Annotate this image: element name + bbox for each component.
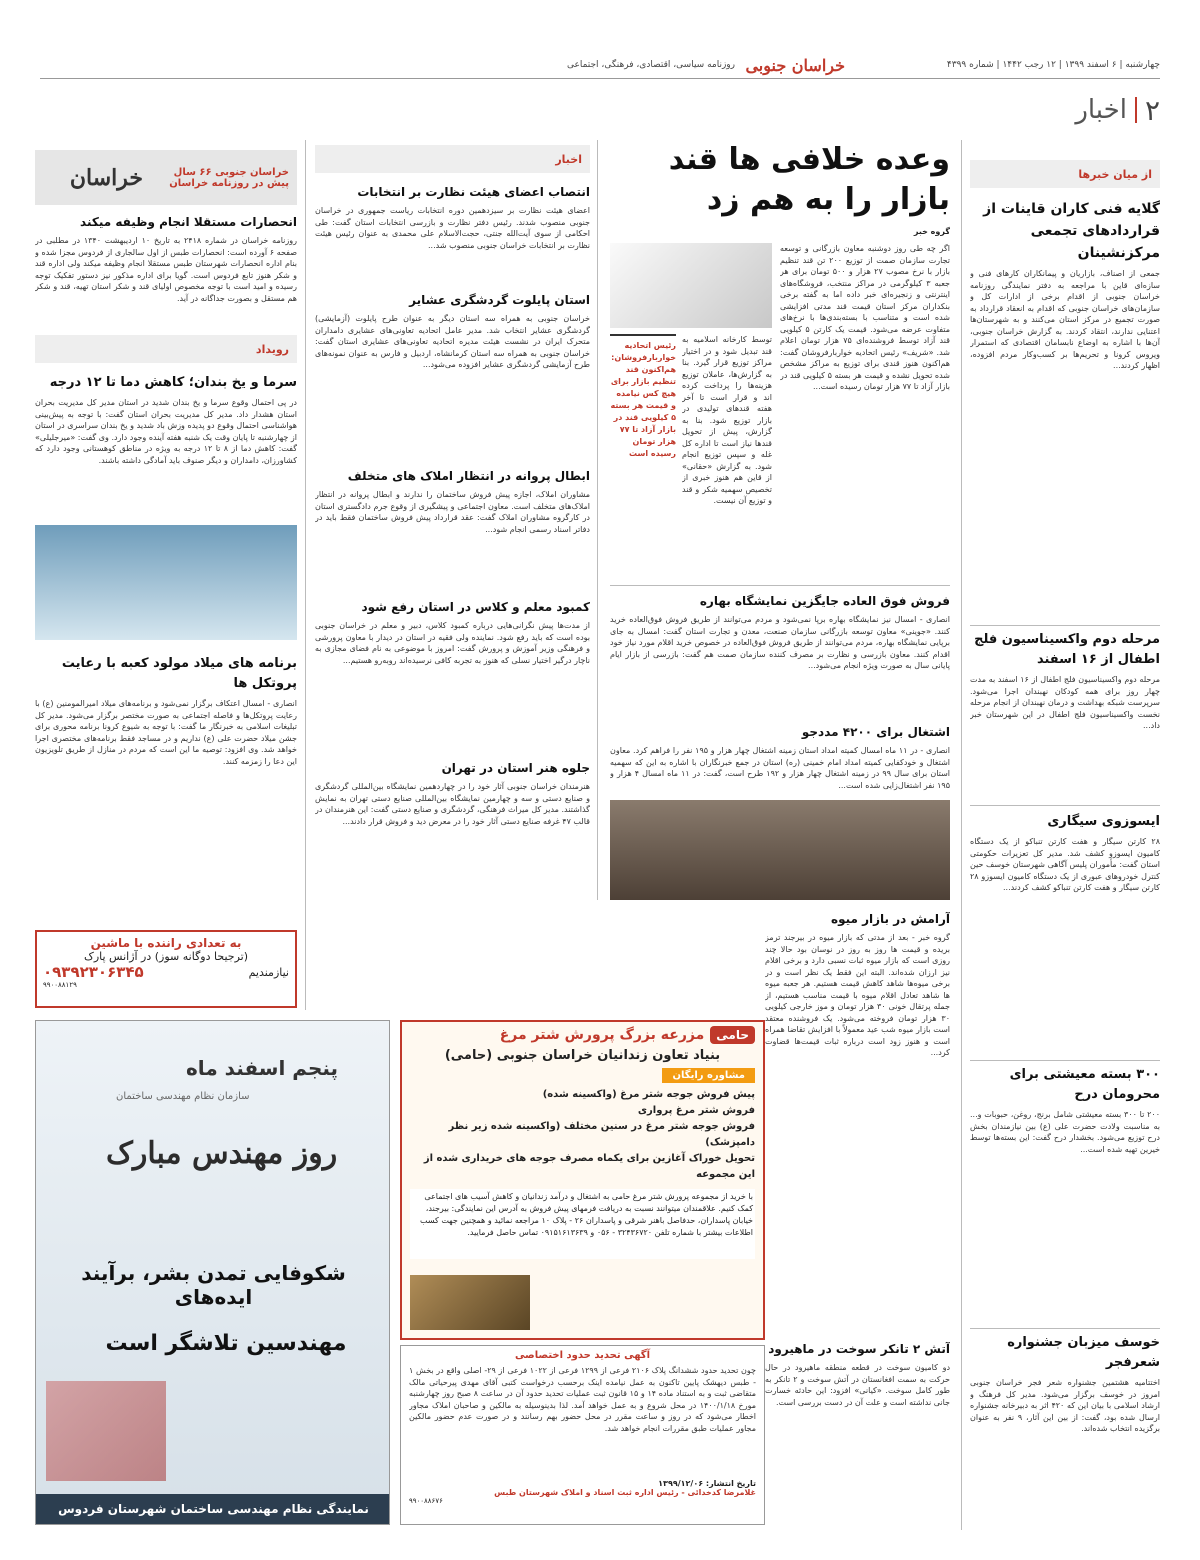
- legal-title: آگهی تحدید حدود اختصاصی: [514, 1350, 651, 1361]
- article-body: ۲۰۰ تا ۳۰۰ بسته معیشتی شامل برنج، روغن، حبوبات و... به مناسبت ولادت حضرت علی (ع) بین نیازمندان بخش درح توزیع می‌شود. بخشدار درح گفت: این بسته‌ها توسط خیرین تهیه شده است...: [970, 1110, 1160, 1154]
- article-body: اختتامیه هشتمین جشنواره شعر فجر خراسان جنوبی امروز در خوسف برگزار می‌شود. مدیر کل فرهنگ و ارشاد اسلامی با بیان این که ۴۲۰ اثر به دبیرخانه جشنواره ارسال شده بود، گفت: از بین این آثار، ۹ نفر به عنوان برگزیده انتخاب شده‌اند.: [970, 1378, 1160, 1433]
- legal-code: ۹۹۰۰۸۸۶۷۶: [409, 1497, 443, 1505]
- article-body: گروه خبر - بعد از مدتی که بازار میوه در بیرجند ترمز بریده و قیمت ها روز به روز در نوسان بود حالا چند روزی است که بازار میوه ثبات نسبی دارد و برخی اقلام نیز ارزان شده‌اند. البته این فقط یک نظر است و در برخی میوه‌ها شاهد کاهش قیمت هستیم. هر جعبه میوه ها شاهد تعادل اقلام میوه با قیمت مناسب هستیم، از جمله پرتقال خونی ۳۰ هزار تومان و موز خارجی کیلویی ۳۰ هزار تومان فروخته می‌شود. یک فروشنده معتقد است بازار میوه شب عید معمولاً با افزایش تقاضا همراه است و هنوز زود است درباره ثبات قیمت‌ها قضاوت کرد...: [765, 933, 950, 1057]
- article-title: آتش ۲ تانکر سوخت در ماهیرود: [768, 1342, 950, 1356]
- article-title: کمبود معلم و کلاس در استان رفع شود: [361, 600, 590, 614]
- article-title: استان پایلوت گردشگری عشایر: [409, 293, 590, 307]
- date-line: چهارشنبه | ۶ اسفند ۱۳۹۹ | ۱۲ رجب ۱۴۴۲ | شماره ۴۳۹۹: [946, 60, 1160, 70]
- farm-note: با خرید از مجموعه پرورش شتر مرغ حامی به اشتغال و درآمد زندانیان و کاهش آسیب های اجتماعی کمک کنیم. علاقمندان میتوانند نسبت به دریافت فرمهای پیش فروش به آدرس این نمایندگی: بیرجند، خیابان پاسداران، حدفاصل باهنر شرقی و پاسداران ۲۶ - پلاک ۱۰ مراجعه نمائید و همچنین جهت کسب اطلاعات بیشتر با شماره تلفن ۳۲۴۳۶۷۲۰ - ۰۵۶ و ۰۹۱۵۱۶۱۳۶۳۹ تماس حاصل فرمایید.: [410, 1189, 755, 1259]
- divider: [970, 1328, 1160, 1329]
- akhbar-section-label: اخبار: [315, 145, 590, 173]
- left-column: [35, 150, 297, 1000]
- akhbar-column: [315, 145, 590, 905]
- article-title: ابطال پروانه در انتظار املاک های متخلف: [347, 469, 590, 483]
- right-article-3: [970, 812, 1160, 1046]
- divider: [970, 1060, 1160, 1061]
- carpet-weaving-photo: [610, 800, 950, 900]
- archive-box: [35, 150, 297, 205]
- icicles-photo: [35, 525, 297, 640]
- article-title: خوسف میزبان جشنواره شعرفجر: [1007, 1335, 1160, 1370]
- ostrich-farm-ad: [400, 1020, 765, 1340]
- ostrich-photo: [410, 1275, 530, 1330]
- engineer-day-ad: [35, 1020, 390, 1525]
- article-title: برنامه های میلاد مولود کعبه با رعایت پروتکل ها: [61, 656, 297, 691]
- masthead: [0, 0, 1200, 80]
- article-body: مرحله دوم واکسیناسیون فلج اطفال از ۱۶ اسفند به مدت چهار روز برای همه کودکان نهبندان اجرا می‌شود. سرپرست شبکه بهداشت و درمان نهبندان از انجام مرحله نخست واکسیناسیون فلج اطفال در این شهرستان خبر داد...: [970, 675, 1160, 730]
- building-illustration: [46, 1381, 166, 1481]
- right-article-2: [970, 630, 1160, 772]
- akhbar-article-1: [315, 183, 590, 275]
- article-title: سرما و یخ بندان؛ کاهش دما تا ۱۲ درجه: [49, 375, 297, 390]
- column-rule: [961, 140, 962, 1530]
- article-title: آرامش در بازار میوه: [830, 912, 950, 926]
- ad-date-text: پنجم اسفند ماه: [186, 1056, 339, 1080]
- farm-title-1: مزرعه بزرگ پرورش شتر مرغ: [499, 1027, 705, 1043]
- lead-body-left: توسط کارخانه اسلامیه به قند تبدیل شود و در اختیار مراکز توزیع قرار گیرد. بنا به گزارش‌ها، عاملان توزیع هزینه‌ها را پرداخت کرده اند و قرار است تا آخر هفته قندهای تولیدی در بازار توزیع شود. بنا به گزارش، پیش از تحویل قندها نیاز است تا اداره کل غله و سپس توزیع انجام شود. به گزارش «حقانی» از قاین هم هنوز خبری از تخصیص سهمیه شکر و قند و توزیع آن نیست.: [682, 335, 772, 505]
- ad-footer: نمایندگی نظام مهندسی ساختمان شهرستان فردوس: [36, 1494, 390, 1524]
- article-body: اعضای هیئت نظارت بر سیزدهمین دوره انتخابات ریاست جمهوری در خراسان جنوبی منصوب شدند. رئیس دفتر نظارت و بازرسی انتخابات استان گفت: طی احکامی از سوی آیت‌الله جنتی، حجت‌الاسلام علی محمدی به عنوان رئیس هیئت نظارت بر انتخابات خراسان جنوبی منصوب شد...: [315, 206, 590, 250]
- archive-headline: انحصارات مستقلا انجام وظیفه میکند: [80, 215, 297, 229]
- article-body: انصاری - امسال اعتکاف برگزار نمی‌شود و برنامه‌های میلاد امیرالمومنین (ع) با رعایت پروتکل‌ها و فاصله اجتماعی به صورت مختصر برگزار می‌شود. مدیر کل تبلیغات اسلامی به خبرنگار ما گفت: با توجه به شیوع کرونا برنامه محوری برای جشن میلاد حضرت علی (ع) نداریم و در مساجد فقط برنامه‌های مختصری اجرا خواهد شد. وی افزود: توصیه ما این است که مردم در منازل از طریق تلویزیون این دعا را زمزمه کنند.: [35, 699, 297, 766]
- article-title: انتصاب اعضای هیئت نظارت بر انتخابات: [357, 185, 590, 199]
- classified-code: ۹۹۰۰۸۸۱۲۹: [43, 981, 77, 989]
- article-body: انصاری - در ۱۱ ماه امسال کمیته امداد استان زمینه اشتغال چهار هزار و ۱۹۵ نفر را فراهم کرد. معاون اشتغال و خودکفایی کمیته امداد امام خمینی (ره) استان در جمع خبرنگاران با اشاره به این که سهمیه استان برای سال ۹۹ در زمینه اشتغال چهار هزار و ۱۹۲ طرح است، گفت: در ۱۱ ماه امسال ۴ هزار و ۱۹۵ نفر اشتغال‌زایی شده است...: [610, 746, 950, 790]
- classified-phone: ۰۹۳۹۲۳۰۶۳۴۵: [43, 963, 144, 981]
- center-bottom: [765, 910, 950, 1520]
- farm-item: تحویل خوراک آغازین برای یکماه مصرف جوجه های خریداری شده از این مجموعه: [423, 1153, 755, 1180]
- legal-notice: [400, 1345, 765, 1525]
- akhbar-article-4: [315, 598, 590, 745]
- farm-item: فروش شتر مرغ پرواری: [637, 1105, 755, 1116]
- akhbar-article-3: [315, 467, 590, 584]
- article-body: هنرمندان خراسان جنوبی آثار خود را در چهاردهمین نمایشگاه بین‌المللی گردشگری و صنایع دستی و سه و چهارمین نمایشگاه بین‌المللی صنایع دستی تهران به نمایش گذاشتند. مدیر کل میراث فرهنگی، گردشگری و صنایع دستی گفت: این هنرمندان در قالب ۴۷ غرفه صنایع دستی آثار خود را در معرض دید و فروش قرار دادند...: [315, 782, 590, 826]
- archive-body: روزنامه خراسان در شماره ۲۴۱۸ به تاریخ ۱۰ اردیبهشت ۱۳۴۰ در مطلبی در صفحه ۶ آورده است: انحصارات طبس از اول سالجاری از فردوس مجزا شده و بنام اداره انحصارات شهرستان طبس مستقلا انجام وظیفه میکند ولی اداره قند و شکر هنوز تابع فردوس است. گویا برای اداره مذکور نیز دستور تفکیک توجه رسیده و امید است با توجه مخصوص اولیای قند و شکر استان تهیه، قند و شکر هم مستقل و بصورت جداگانه در آید.: [35, 236, 297, 303]
- farm-items: [410, 1087, 755, 1183]
- classified-title: به تعدادی راننده با ماشین: [90, 936, 242, 950]
- farm-title-2: بنیاد تعاون زندانیان خراسان جنوبی (حامی): [444, 1048, 721, 1063]
- sugar-cubes-image: [610, 243, 772, 328]
- classified-line1: (ترجیحا دوگانه سوز) در آژانس پارک: [83, 950, 249, 963]
- tagline: روزنامه سیاسی، اقتصادی، فرهنگی، اجتماعی: [566, 60, 735, 70]
- article-body: مشاوران املاک، اجازه پیش فروش ساختمان را ندارند و ابطال پروانه در انتظار املاک‌های متخلف است. معاون اجتماعی و پیشگیری از وقوع جرم دادگستری استان در کارگروه مشاوران املاک گفت: عقد قرارداد پیش فروش ساختمان فقط باید در دفاتر اسناد رسمی انجام شود...: [315, 490, 590, 534]
- lead-body-right: اگر چه طی روز دوشنبه معاون بازرگانی و توسعه تجارت سازمان صمت از توزیع ۲۰۰ تن قند تنظیم بازار با نرخ مصوب ۲۷ هزار و ۵۰۰ تومان برای هر جعبه ۳ کیلوگرمی در مراکز منتخب، فروشگاه‌های اینترنتی و زنجیره‌ای خبر داده اما به گفته برخی بنکداران مرکز استان قیمت قند مدتی افزایشی شده است و متناسب با بسته‌بندی‌ها با نرخ‌های متفاوت عرضه می‌شود. قیمت یک کارتن ۵ کیلویی قند آزاد توسط فروشنده‌ای ۷۵ هزار تومان اعلام شد. «شریف» رئیس اتحادیه خواربارفروشان گفت: هم‌اکنون هنوز قندی برای توزیع به مراکز مشخص شده تحویل نشده و قیمت هر بسته ۵ کیلویی قند در بازار آزاد تا ۷۷ هزار تومان رسیده است...: [780, 244, 950, 391]
- masthead-rule: [40, 78, 1160, 79]
- lead-byline: گروه خبر: [913, 227, 950, 236]
- article-body: در پی احتمال وقوع سرما و یخ بندان شدید در استان مدیر کل مدیریت بحران استان هشدار داد. مدیر کل مدیریت بحران استان گفت: با توجه به پیش‌بینی هواشناسی احتمال وقوع دو پدیده وزش باد شدید و یخ بندان سراسری در استان از چهارشنبه تا پایان وقت یک شنبه هفته آینده وجود دارد. وی گفت: «میرجلیلی» گفت: کاهش دما از ۸ تا ۱۲ درجه به ویژه در مناطق کوهستانی وجود دارد که کشاورزان، دامداران و دیگر صنوف باید آمادگی داشته باشند.: [35, 398, 297, 465]
- article-body: ۲۸ کارتن سیگار و هفت کارتن تنباکو از یک دستگاه کامیون ایسوزو کشف شد. مدیر کل تعزیرات حکومتی استان گفت: مأموران پلیس آگاهی شهرستان خوسف حین کنترل خودروهای عبوری از یک دستگاه کامیون ایسوزو ۲۸ کارتن سیگار و هفت کارتن تنباکو کشف کردند...: [970, 837, 1160, 892]
- legal-date: تاریخ انتشار: ۱۳۹۹/۱۲/۰۶: [658, 1479, 756, 1488]
- right-article-4: [970, 1065, 1160, 1319]
- right-section-label: از میان خبرها: [970, 160, 1160, 188]
- article-title: مرحله دوم واکسیناسیون فلج اطفال از ۱۶ اسفند: [974, 632, 1160, 667]
- divider: [970, 805, 1160, 806]
- article-body: دو کامیون سوخت در قطعه منطقه ماهیرود در حال حرکت به سمت افغانستان در آتش سوخت و ۲ تانکر به طور کامل سوخت. «کیانی» افزود: این حادثه خسارت جانی نداشته است و علت آن در دست بررسی است.: [765, 1363, 950, 1407]
- archive-logo: خراسان: [69, 164, 143, 191]
- column-rule: [305, 140, 306, 1010]
- column-rule: [597, 140, 598, 900]
- lead-pullquote: رئیس اتحادیه خواربارفروشان: هم‌اکنون قند تنظیم بازار برای هیچ کس نیامده و قیمت هر بسته ۵ کیلویی قند در بازار آزاد تا ۷۷ هزار تومان رسیده است: [610, 334, 676, 534]
- divider: [610, 585, 950, 586]
- lead-headline-2: بازار را به هم زد: [706, 182, 950, 217]
- lead-headline-1: وعده خلافی ها قند: [668, 142, 950, 177]
- article-title: ایسوزوی سیگاری: [1047, 814, 1160, 829]
- page-divider: [1135, 97, 1137, 123]
- ad-org-text: سازمان نظام مهندسی ساختمان: [116, 1091, 250, 1102]
- article-title: اشتغال برای ۴۲۰۰ مددجو: [801, 725, 950, 739]
- article-body: از مدت‌ها پیش نگرانی‌هایی درباره کمبود کلاس، دبیر و معلم در خراسان جنوبی بوده است که باید رفع شود. نماینده ولی فقیه در استان در دیدار با معاون پرورشی و فرهنگی وزیر آموزش و پرورش گفت: امروز با موضوعی به نام فضای مجازی به ناچار درگیر اختیار نسلی که هنوز به تجربه کافی نرسیده‌اند روبه‌رو هستیم...: [315, 621, 590, 665]
- farm-item: فروش جوجه شتر مرغ در سنین مختلف (واکسینه شده زیر نظر دامپزشک): [448, 1121, 755, 1148]
- archive-title: خراسان جنوبی ۶۶ سال پیش در روزنامه خراسان: [169, 166, 289, 189]
- legal-signature: غلامرضا کدخدائی - رئیس اداره ثبت اسناد و املاک شهرستان طبس: [494, 1488, 756, 1497]
- ad-title: روز مهندس مبارک: [106, 1136, 338, 1171]
- ad-slogan-2: مهندسین تلاشگر است: [105, 1331, 347, 1356]
- article-body: جمعی از اصناف، بازاریان و پیمانکاران کارهای فنی و سازه‌ای قاین با مراجعه به دفتر نمایندگی روزنامه خراسان جنوبی از اقدام برخی از ادارات کل و سازمان‌های خراسان جنوبی که اقدام به انعقاد قرارداد به صورت تجمیع در مرکز استان می‌کنند و به شهرستان‌ها اعتنایی ندارند، انتقاد کردند. به گزارش خراسان جنوبی، آن‌ها با اشاره به اوضاع نابسامان اقتصادی که استمرار ویروس کرونا و تحریم‌ها بر کسب‌وکار مردم افزوده، اظهار کردند...: [970, 269, 1160, 370]
- article-title: ۳۰۰ بسته معیشتی برای محرومان درح: [1009, 1067, 1160, 1102]
- article-title: گلایه فنی کاران قاینات از قراردادهای تجمعی مرکزنشینان: [983, 201, 1160, 261]
- right-column: [970, 160, 1160, 1525]
- divider: [970, 625, 1160, 626]
- article-title: فروش فوق العاده جایگزین نمایشگاه بهاره: [699, 594, 950, 608]
- lead-story: [610, 140, 950, 580]
- right-article-5: [970, 1333, 1160, 1507]
- page-section-header: [1040, 90, 1160, 130]
- farm-badge: مشاوره رایگان: [662, 1068, 755, 1083]
- right-article-1: [970, 198, 1160, 623]
- page-section-title: اخبار: [1075, 95, 1127, 125]
- farm-item: پیش فروش جوجه شتر مرغ (واکسینه شده): [542, 1089, 755, 1100]
- roydad-label: رویداد: [35, 335, 297, 363]
- legal-body: چون تحدید حدود ششدانگ پلاک ۲۱۰۶ فرعی از ۱۲۹۹ فرعی از ۱۰۲۲ فرعی از ۲۹- اصلی واقع در بخش ۱ - طبس دیهشک پایین تاکنون به عمل نیامده اینک برحسب درخواست کتبی آقای مهدی پیرحیاتی مالک متقاضی ثبت و به استناد ماده ۱۴ و ۱۵ قانون ثبت عملیات تحدید حدود آن در ساعت ۸ صبح روز چهارشنبه مورخ ۱۴۰۰/۱/۱۸ در محل شروع و به عمل خواهد آمد. لذا بدینوسیله به مالکین و صاحبان املاک مجاور اخطار می‌شود که در روز و ساعت مقرر در محل حضور بهم رسانند و در صورت عدم حضور مالکین مجاور عملیات طبق مقررات انجام خواهد شد.: [409, 1366, 756, 1433]
- article-body: خراسان جنوبی به همراه سه استان دیگر به عنوان طرح پایلوت (آزمایشی) گردشگری عشایر انتخاب شد. مدیر عامل اتحادیه تعاونی‌های عشایری دامداران متحرک ایران در نشست هیئت مدیره اتحادیه تعاونی‌های عشایری استان گفت: خراسان جنوبی به همراه سه استان کرمانشاه، اردبیل و فارس به عنوان نمونه‌های طرح آزمایشی گردشگری عشایر افزوده می‌شود...: [315, 314, 590, 369]
- ad-slogan-1: شکوفایی تمدن بشر، برآیند ایده‌های: [81, 1261, 346, 1309]
- farm-logo: حامی: [710, 1026, 755, 1044]
- page-number: ۲: [1144, 93, 1160, 127]
- newspaper-logo: خراسان جنوبی: [745, 56, 845, 75]
- akhbar-article-2: [315, 291, 590, 453]
- classified-ad: [35, 930, 297, 1008]
- article-title: جلوه هنر استان در تهران: [441, 761, 590, 775]
- classified-line2: نیازمندیم: [248, 965, 289, 979]
- akhbar-article-5: [315, 759, 590, 891]
- article-body: انصاری - امسال نیز نمایشگاه بهاره برپا نمی‌شود و مردم می‌توانند از طریق فروش فوق‌العاده خرید کنند. «جوینی» معاون توسعه بازرگانی سازمان صنعت، معدن و تجارت استان گفت: امسال به جای برپایی نمایشگاه بهاره، مردم می‌توانند از طریق فروش فوق‌العاده در خصوص خرید اقلام مورد نیاز خود اقدام کنند. معاون بازرسی و نظارت بر مصرف کننده سازمان صمت هم گفت: بازرسی از بازار ایام پایانی سال به صورت ویژه انجام می‌شود...: [610, 615, 950, 670]
